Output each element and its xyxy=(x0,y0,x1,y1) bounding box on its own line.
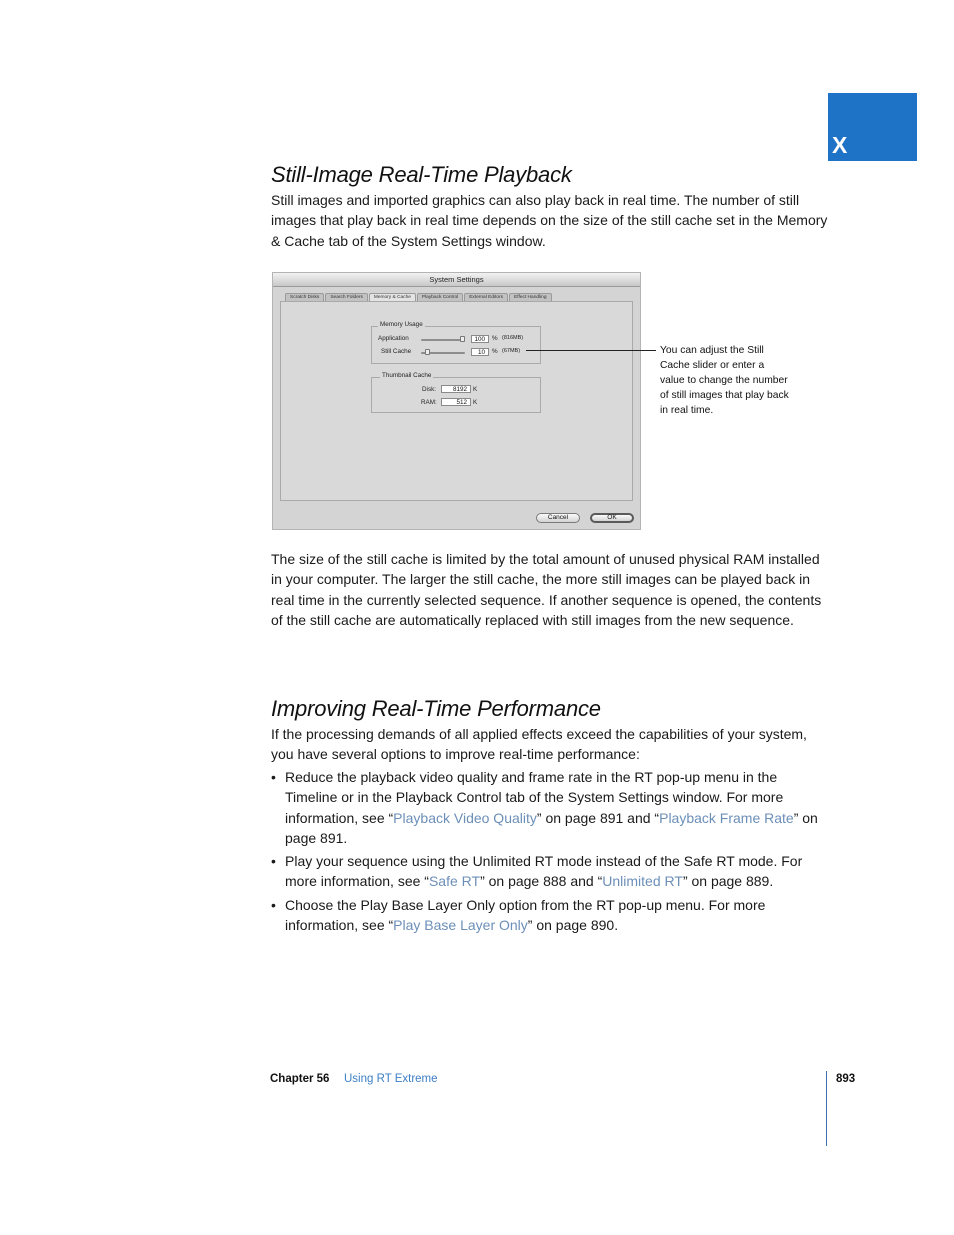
tab-scratch-disks[interactable]: Scratch Disks xyxy=(285,293,324,302)
chapter-tab xyxy=(828,93,917,161)
memory-usage-title: Memory Usage xyxy=(380,321,423,328)
list-item: • Play your sequence using the Unlimited RT mode instead of the Safe RT mode. For more information, see “Safe RT” on page 888 and “Unlimited RT” on page 889. xyxy=(271,851,831,892)
thumbnail-cache-title: Thumbnail Cache xyxy=(382,372,432,379)
disk-label: Disk: xyxy=(422,386,436,393)
ram-label: RAM: xyxy=(421,399,437,406)
still-cache-field[interactable]: 10 xyxy=(471,348,489,356)
tab-effect-handling[interactable]: Effect Handling xyxy=(509,293,551,302)
section-heading-still-image: Still-Image Real-Time Playback xyxy=(271,162,572,187)
figure-callout: You can adjust the Still Cache slider or enter a value to change the number of still images that play back in real time. xyxy=(660,345,789,416)
link-playback-frame-rate[interactable]: Playback Frame Rate xyxy=(659,809,794,826)
chapter-letter: X xyxy=(832,132,848,158)
application-unit: % xyxy=(492,335,498,342)
application-slider-knob[interactable] xyxy=(460,336,465,342)
tab-search-folders[interactable]: Search Folders xyxy=(325,293,368,302)
still-cache-paragraph: The size of the still cache is limited by the total amount of unused physical RAM installed in your computer. The larger the still cache, the more still images can be played back in real time in the currently selected sequence. If another sequence is opened, the contents of the still cache are automatically replaced with still images from the new sequence. xyxy=(271,551,822,628)
section-heading-improving: Improving Real-Time Performance xyxy=(271,696,601,721)
section-paragraph-improving: If the processing demands of all applied effects exceed the capabilities of your system, you have several options to improve real-time performance: xyxy=(271,726,807,763)
application-label: Application xyxy=(378,335,409,342)
footer-divider xyxy=(826,1071,827,1146)
still-cache-mb: (67MB) xyxy=(502,348,521,354)
page-number: 893 xyxy=(836,1073,856,1085)
disk-unit: K xyxy=(473,386,478,393)
cancel-button[interactable]: Cancel xyxy=(536,513,580,523)
tab-playback-control[interactable]: Playback Control xyxy=(417,293,463,302)
disk-field[interactable]: 8192 xyxy=(441,385,471,393)
ram-field[interactable]: 512 xyxy=(441,398,471,406)
thumbnail-cache-group xyxy=(371,377,541,413)
list-item: • Choose the Play Base Layer Only option from the RT pop-up menu. For more information, see “Play Base Layer Only” on page 890. xyxy=(271,895,831,936)
tab-external-editors[interactable]: External Editors xyxy=(464,293,508,302)
memory-usage-group xyxy=(371,326,541,364)
window-titlebar: System Settings xyxy=(273,273,640,287)
ram-unit: K xyxy=(473,399,478,406)
footer-chapter-title-link[interactable]: Using RT Extreme xyxy=(344,1073,438,1085)
still-cache-unit: % xyxy=(492,348,498,355)
tab-memory-cache[interactable]: Memory & Cache xyxy=(369,293,416,302)
application-field[interactable]: 100 xyxy=(471,335,489,343)
footer-chapter: Chapter 56 xyxy=(270,1073,330,1085)
link-play-base-layer-only[interactable]: Play Base Layer Only xyxy=(393,917,528,934)
link-unlimited-rt[interactable]: Unlimited RT xyxy=(602,873,683,890)
settings-panel xyxy=(280,301,633,501)
application-slider[interactable] xyxy=(421,339,465,341)
list-item: • Reduce the playback video quality and frame rate in the RT pop-up menu in the Timeline or in the Playback Control tab of the System Settings window. For more information, see “Playback Video Quality” on page 891 and “Playback Frame Rate” on page 891. xyxy=(271,767,831,848)
options-list xyxy=(271,767,831,938)
callout-leader-line xyxy=(526,350,656,351)
link-safe-rt[interactable]: Safe RT xyxy=(428,873,481,890)
section-paragraph-still-image: Still images and imported graphics can also play back in real time. The number of still images that play back in real time depends on the size of the still cache set in the Memory & Cache tab of the System Settings window. xyxy=(271,192,828,249)
link-playback-video-quality[interactable]: Playback Video Quality xyxy=(393,809,537,826)
application-mb: (816MB) xyxy=(502,335,524,341)
still-cache-label: Still Cache xyxy=(381,348,412,355)
system-settings-screenshot xyxy=(272,272,641,530)
still-cache-slider-knob[interactable] xyxy=(425,349,430,355)
ok-button[interactable]: OK xyxy=(590,513,634,523)
